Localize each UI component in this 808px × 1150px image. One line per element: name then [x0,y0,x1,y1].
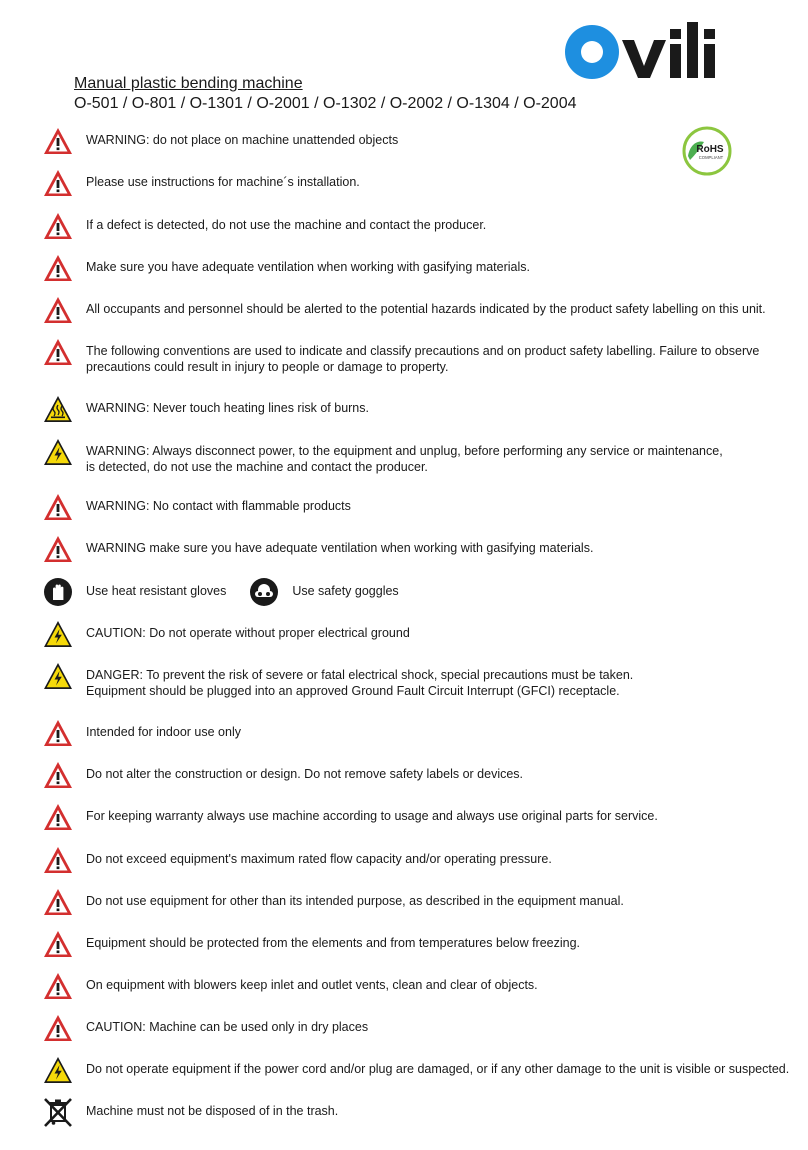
electric-hazard-icon [42,661,74,691]
safety-notice-item [42,1097,802,1127]
safety-notice-item [42,802,802,832]
warning-exclamation-icon [42,211,74,241]
notice-text: Intended for indoor use only [86,725,241,739]
electric-hazard-icon [42,619,74,649]
notice-text: Equipment should be protected from the elements and from temperatures below freezing. [86,936,581,950]
warning-exclamation-icon [42,718,74,748]
notice-text: WARNING make sure you have adequate ventilation when working with gasifying materials. [86,541,594,555]
notice-text: WARNING: Always disconnect power, to the equipment and unplug, before performing any service or maintenance, is detected, do not use the machine and contact the producer. [86,444,723,474]
notice-text: For keeping warranty always use machine according to usage and always use original parts for service. [86,809,658,823]
warning-exclamation-icon [42,760,74,790]
safety-notice-item [42,845,802,875]
weee-crossed-bin-icon [42,1097,74,1127]
safety-notice-item [42,534,802,564]
ovili-logo-mark [560,14,745,82]
notice-text: CAUTION: Machine can be used only in dry places [86,1020,369,1034]
safety-notice-item [42,126,802,156]
warning-exclamation-icon [42,337,74,367]
document-header [74,75,577,113]
safety-notice-item [42,337,802,375]
model-list: O-501 / O-801 / O-1301 / O-2001 / O-1302 / O-2002 / O-1304 / O-2004 [74,95,577,112]
notice-text: Do not operate equipment if the power cord and/or plug are damaged, or if any other damage to the unit is visible or suspected. [86,1062,790,1076]
notice-text: The following conventions are used to indicate and classify precautions and on product safety labelling. Failure to observe precautions could result in injury to people or damage to property. [86,344,760,374]
gloves-icon [42,577,74,607]
notice-text: Make sure you have adequate ventilation when working with gasifying materials. [86,260,530,274]
notice-text: All occupants and personnel should be alerted to the potential hazards indicated by the product safety labelling on this unit. [86,302,766,316]
notice-text: Do not exceed equipment's maximum rated flow capacity and/or operating pressure. [86,852,552,866]
hot-surface-icon [42,394,74,424]
notice-text: WARNING: No contact with flammable products [86,499,351,513]
electric-hazard-icon [42,437,74,467]
document-title: Manual plastic bending machine [74,75,303,92]
warning-exclamation-icon [42,126,74,156]
notice-text: Machine must not be disposed of in the trash. [86,1104,339,1118]
safety-notice-item [42,718,802,748]
notice-text: CAUTION: Do not operate without proper electrical ground [86,626,410,640]
safety-notice-item [42,1013,802,1043]
warning-exclamation-icon [42,534,74,564]
safety-notice-item [42,492,802,522]
warning-exclamation-icon [42,929,74,959]
safety-notice-item [42,929,802,959]
warning-exclamation-icon [42,802,74,832]
warning-exclamation-icon [42,845,74,875]
electric-hazard-icon [42,1055,74,1085]
notice-text: Do not alter the construction or design. Do not remove safety labels or devices. [86,767,524,781]
notice-text: If a defect is detected, do not use the machine and contact the producer. [86,218,487,232]
safety-notice-item [42,253,802,283]
warning-exclamation-icon [42,168,74,198]
warning-exclamation-icon [42,253,74,283]
warning-exclamation-icon [42,295,74,325]
notice-text: Use safety goggles [292,584,399,598]
safety-notice-item [42,1055,802,1085]
safety-notice-item [42,168,802,198]
safety-notice-item [42,437,802,475]
svg-text:RoHS: RoHS [696,144,724,155]
svg-text:COMPLIANT: COMPLIANT [698,155,724,160]
safety-notice-item [42,577,802,607]
notice-text: Do not use equipment for other than its intended purpose, as described in the equipment manual. [86,894,624,908]
notice-text: Please use instructions for machine´s installation. [86,175,360,189]
notice-text: On equipment with blowers keep inlet and outlet vents, clean and clear of objects. [86,978,538,992]
notice-text: WARNING: Never touch heating lines risk of burns. [86,401,369,415]
notice-text: Use heat resistant gloves [86,584,227,598]
warning-exclamation-icon [42,887,74,917]
warning-exclamation-icon [42,492,74,522]
safety-notice-item [42,295,802,325]
safety-notice-item [42,887,802,917]
safety-notice-item [42,971,802,1001]
notice-text: WARNING: do not place on machine unattended objects [86,133,399,147]
warning-exclamation-icon [42,1013,74,1043]
notice-text: DANGER: To prevent the risk of severe or fatal electrical shock, special precautions must be taken. Equipment should be plugged into an approved Ground Fault Circuit Interrupt (GFCI) receptacle. [86,668,634,698]
safety-notice-item [42,760,802,790]
goggles-icon [248,577,280,607]
warning-exclamation-icon [42,971,74,1001]
safety-notice-item [42,211,802,241]
safety-notice-item [42,661,802,699]
ovili-logo [560,14,745,82]
safety-notice-item [42,394,802,424]
safety-notice-item [42,619,802,649]
